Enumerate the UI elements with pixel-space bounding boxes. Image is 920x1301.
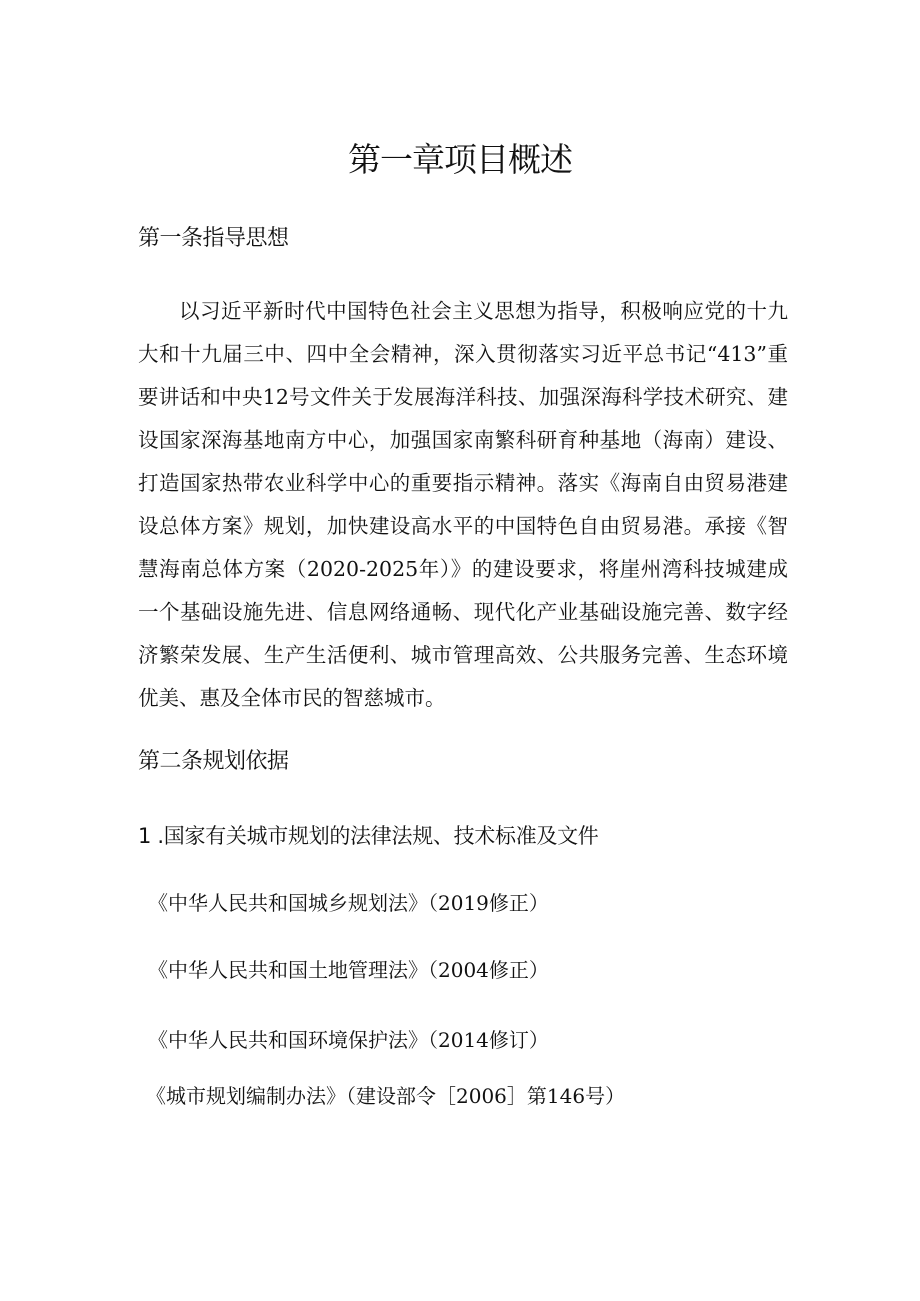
- law-list-item: 《中华人民共和国城乡规划法》（2019修正）: [148, 891, 549, 915]
- law-list-item: 《中华人民共和国土地管理法》（2004修正）: [148, 958, 549, 982]
- chapter-title: 第一章项目概述: [348, 140, 572, 179]
- law-list-item: 《中华人民共和国环境保护法》（2014修订）: [148, 1028, 549, 1052]
- section-heading-guiding-ideology: 第一条指导思想: [138, 226, 289, 251]
- planning-basis-subheading: 1 .国家有关城市规划的法律法规、技术标准及文件: [138, 824, 599, 848]
- law-list-item: 《城市规划编制办法》（建设部令［2006］第146号）: [146, 1084, 626, 1108]
- guiding-ideology-paragraph: 以习近平新时代中国特色社会主义思想为指导，积极响应党的十九大和十九届三中、四中全会精神，深入贯彻落实习近平总书记“413”重要讲话和中央12号文件关于发展海洋科技、加强深海科学技术研究、建设国家深海基地南方中心，加强国家南繁科研育种基地（海南）建设、打造国家热带农业科学中心的重要指示精神。落实《海南自由贸易港建设总体方案》规划，加快建设高水平的中国特色自由贸易港。承接《智慧海南总体方案（2020-2025年）》的建设要求，将崖州湾科技城建成一个基础设施先进、信息网络通畅、现代化产业基础设施完善、数字经济繁荣发展、生产生活便利、城市管理高效、公共服务完善、生态环境优美、惠及全体市民的智慈城市。: [138, 299, 788, 710]
- section-heading-planning-basis: 第二条规划依据: [138, 749, 289, 774]
